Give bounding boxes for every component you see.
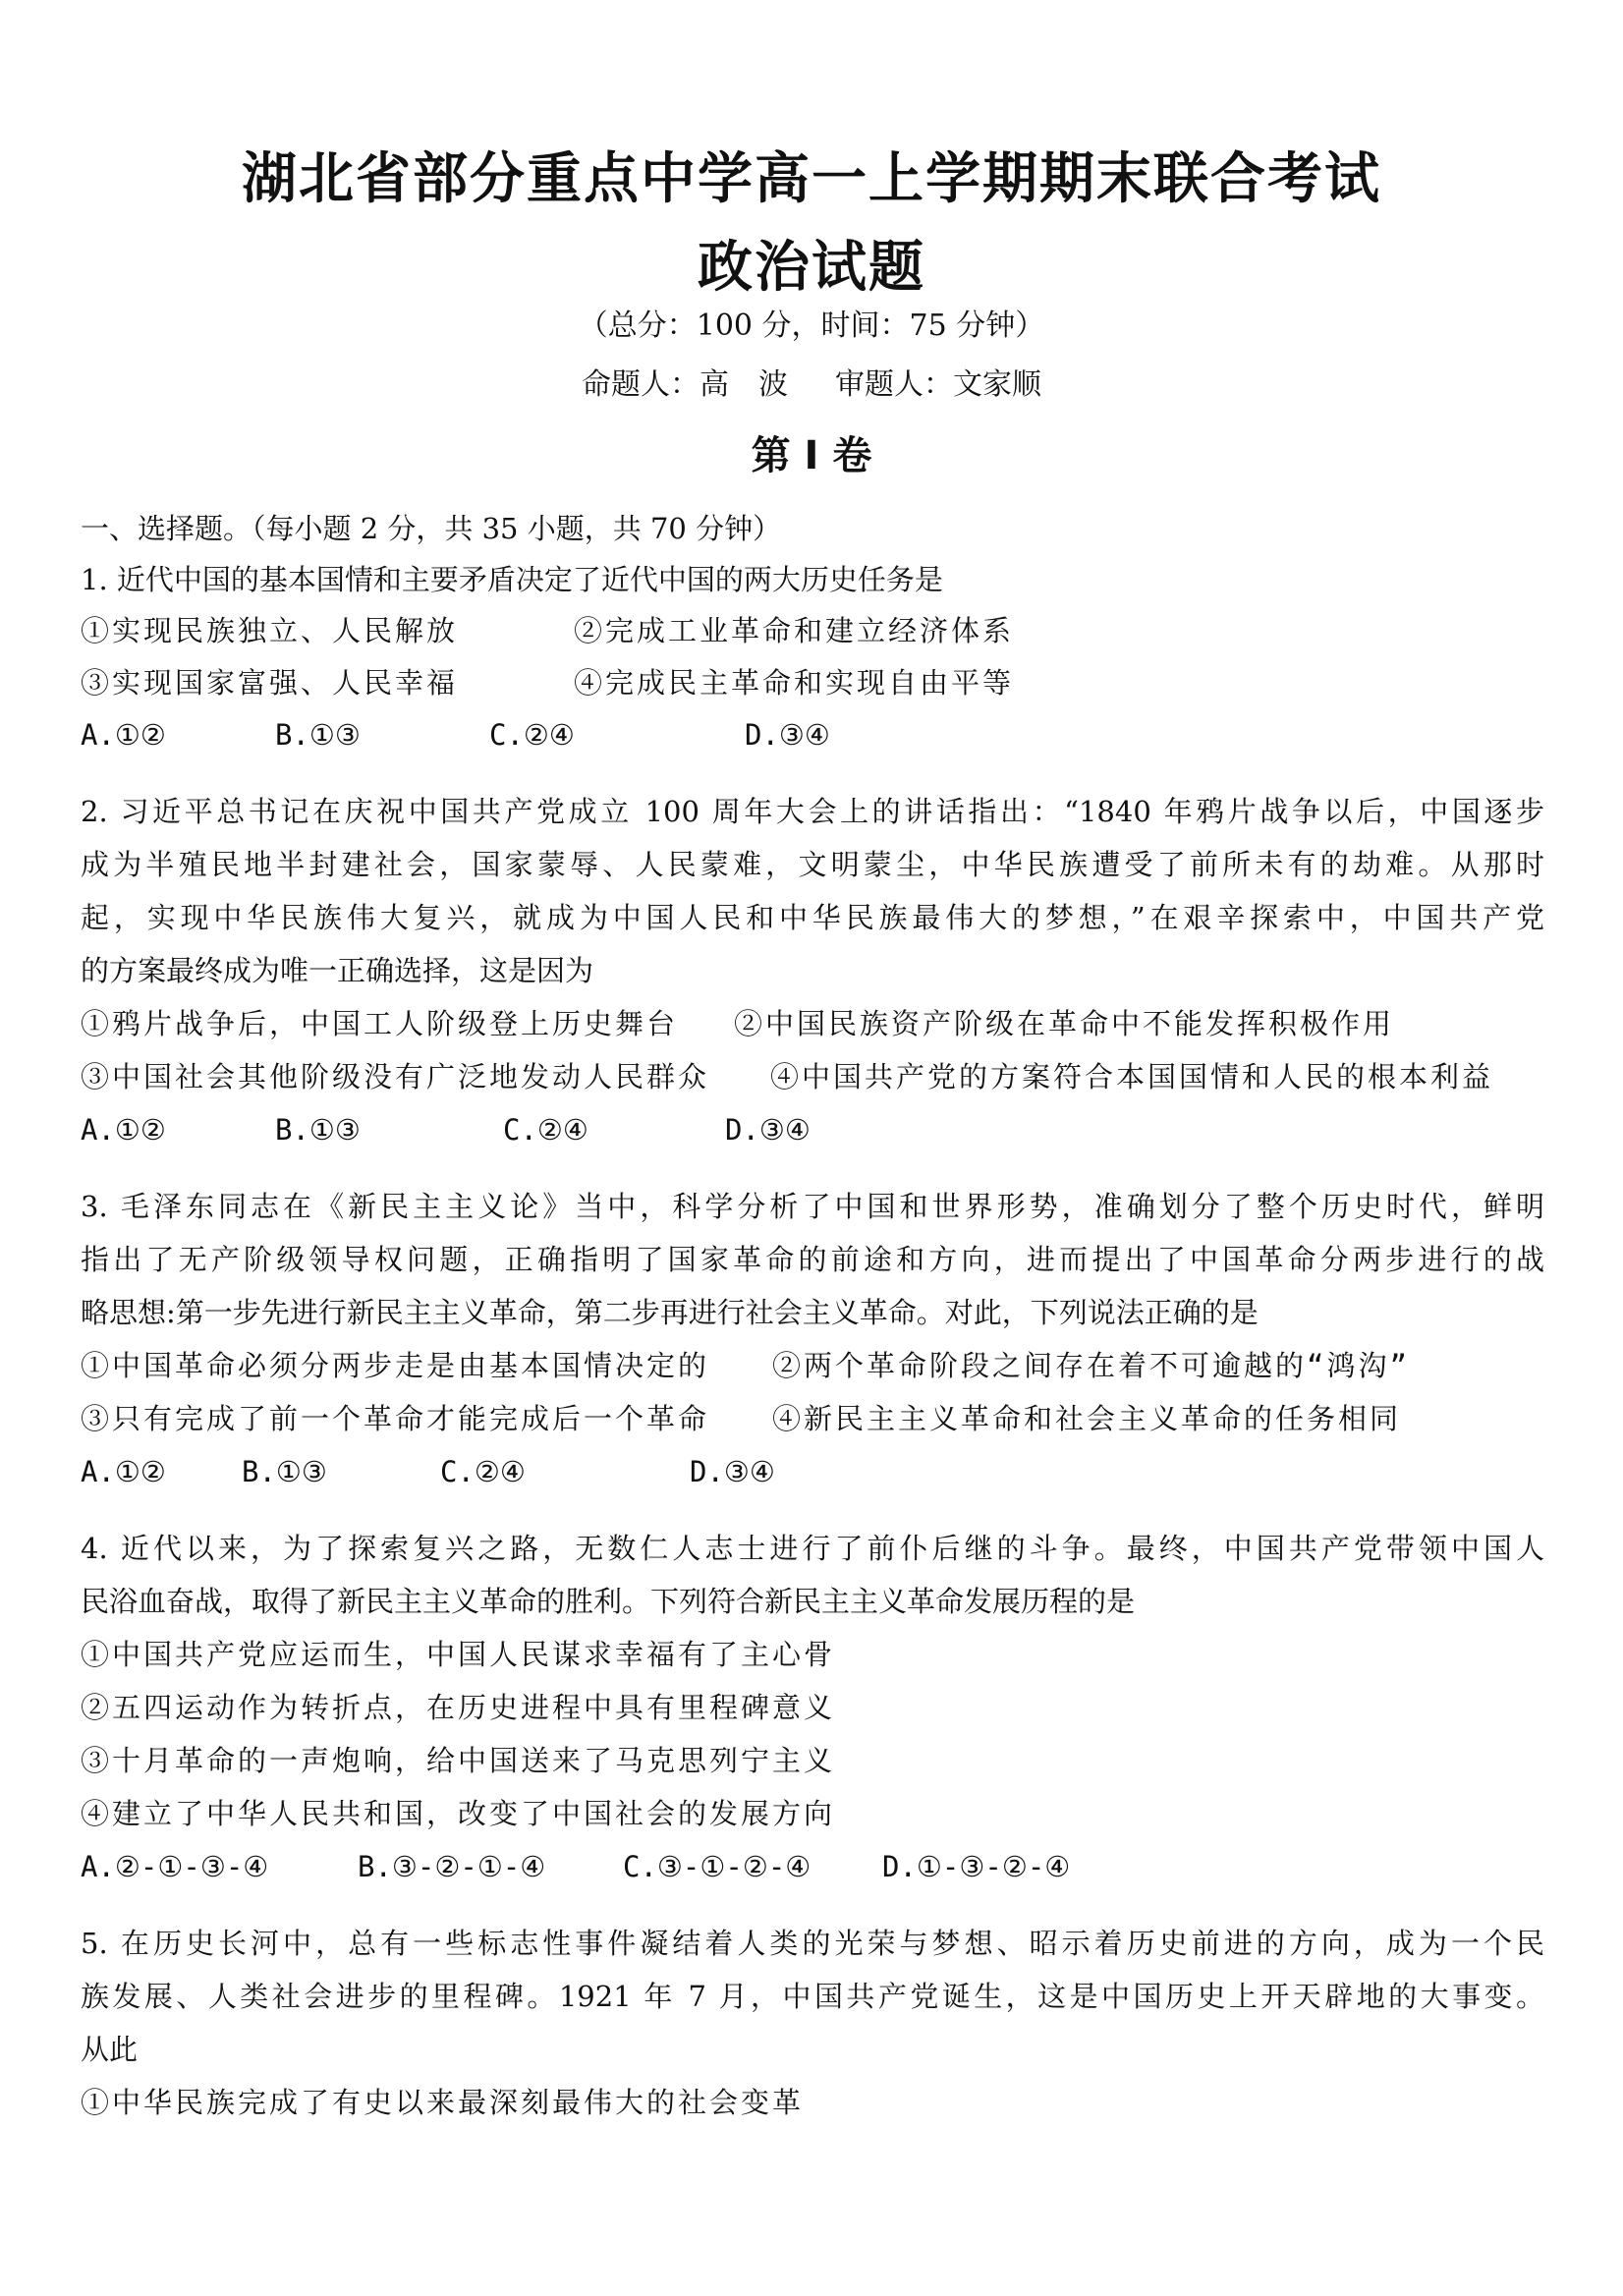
question-3-option-c: C.②④ [440, 1455, 526, 1488]
author-label: 命题人：高 波 [582, 367, 788, 402]
question-2-stem-line-1: 2. 习近平总书记在庆祝中国共产党成立 100 周年大会上的讲话指出：“1840 年鸦片战争以后，中国逐步 [81, 795, 1544, 828]
question-2-option-d: D.③④ [725, 1113, 811, 1147]
question-4-statement-3: ③十月革命的一声炮响，给中国送来了马克思列宁主义 [81, 1744, 836, 1777]
section-heading: 一、选择题。（每小题 2 分，共 35 小题，共 70 分钟） [81, 512, 782, 545]
question-1-option-d: D.③④ [745, 718, 830, 752]
question-4-option-a: A.②-①-③-④ [81, 1850, 269, 1883]
question-1-option-b: B.①③ [275, 718, 361, 752]
question-1-stem: 1. 近代中国的基本国情和主要矛盾决定了近代中国的两大历史任务是 [81, 563, 943, 596]
question-4-statement-4: ④建立了中华人民共和国，改变了中国社会的发展方向 [81, 1797, 836, 1830]
reviewer-label: 审题人：文家顺 [835, 367, 1041, 402]
subject-title: 政治试题 [698, 236, 925, 300]
question-3-statement-1: ①中国革命必须分两步走是由基本国情决定的 [81, 1349, 710, 1382]
question-5-statement-1: ①中华民族完成了有史以来最深刻最伟大的社会变革 [81, 2086, 805, 2119]
question-3-stem-line-1: 3. 毛泽东同志在《新民主主义论》当中，科学分析了中国和世界形势，准确划分了整个历史时代，鲜明 [81, 1190, 1544, 1223]
question-2-statement-3: ③中国社会其他阶级没有广泛地发动人民群众 [81, 1060, 710, 1093]
question-3-statement-2: ②两个革命阶段之间存在着不可逾越的“鸿沟” [772, 1349, 1410, 1382]
question-1-option-a: A.①② [81, 718, 166, 752]
question-5-stem-line-1: 5. 在历史长河中，总有一些标志性事件凝结着人类的光荣与梦想、昭示着历史前进的方向，成为一个民 [81, 1927, 1544, 1960]
question-2-stem-line-2: 成为半殖民地半封建社会，国家蒙辱、人民蒙难，文明蒙尘，中华民族遭受了前所未有的劫难。从那时 [81, 848, 1544, 881]
question-3-stem-line-2: 指出了无产阶级领导权问题，正确指明了国家革命的前途和方向，进而提出了中国革命分两步进行的战 [81, 1243, 1544, 1276]
question-2-stem-line-4: 的方案最终成为唯一正确选择，这是因为 [81, 954, 594, 987]
question-5-stem-line-3: 从此 [81, 2033, 139, 2066]
question-3-statement-4: ④新民主主义革命和社会主义革命的任务相同 [772, 1402, 1402, 1435]
question-3-option-a: A.①② [81, 1455, 166, 1488]
question-1-statement-2: ②完成工业革命和建立经济体系 [574, 614, 1015, 647]
question-1-statement-4: ④完成民主革命和实现自由平等 [574, 666, 1015, 700]
exam-title: 湖北省部分重点中学高一上学期期末联合考试 [242, 147, 1381, 211]
question-4-option-c: C.③-①-②-④ [623, 1850, 812, 1883]
volume-heading: 第 I 卷 [751, 433, 872, 478]
question-2-statement-4: ④中国共产党的方案符合本国国情和人民的根本利益 [770, 1060, 1494, 1093]
score-time-info: （总分：100 分，时间：75 分钟） [578, 308, 1045, 343]
question-2-option-a: A.①② [81, 1113, 166, 1147]
question-4-option-d: D.①-③-②-④ [882, 1850, 1071, 1883]
question-1-option-c: C.②④ [489, 718, 575, 752]
question-5-stem-line-2: 族发展、人类社会进步的里程碑。1921 年 7 月，中国共产党诞生，这是中国历史上开天辟地的大事变。 [81, 1980, 1544, 2013]
question-2-statement-2: ②中国民族资产阶级在革命中不能发挥积极作用 [734, 1007, 1395, 1040]
question-4-stem-line-1: 4. 近代以来，为了探索复兴之路，无数仁人志士进行了前仆后继的斗争。最终，中国共产党带领中国人 [81, 1532, 1544, 1565]
question-3-statement-3: ③只有完成了前一个革命才能完成后一个革命 [81, 1402, 710, 1435]
author-info [0, 360, 1623, 403]
question-2-statement-1: ①鸦片战争后，中国工人阶级登上历史舞台 [81, 1007, 679, 1040]
question-3-option-d: D.③④ [690, 1455, 775, 1488]
question-4-statement-1: ①中国共产党应运而生，中国人民谋求幸福有了主心骨 [81, 1638, 836, 1671]
question-1-statement-1: ①实现民族独立、人民解放 [81, 614, 459, 647]
question-2-stem-line-3: 起，实现中华民族伟大复兴，就成为中国人民和中华民族最伟大的梦想，”在艰辛探索中，中国共产党 [81, 901, 1544, 934]
question-1-statement-3: ③实现国家富强、人民幸福 [81, 666, 459, 700]
question-3-stem-line-3: 略思想:第一步先进行新民主主义革命，第二步再进行社会主义革命。对此，下列说法正确的是 [81, 1296, 1259, 1329]
question-4-option-b: B.③-②-①-④ [358, 1850, 546, 1883]
question-3-option-b: B.①③ [242, 1455, 327, 1488]
question-2-option-c: C.②④ [503, 1113, 588, 1147]
question-2-option-b: B.①③ [275, 1113, 361, 1147]
question-4-statement-2: ②五四运动作为转折点，在历史进程中具有里程碑意义 [81, 1691, 836, 1724]
question-4-stem-line-2: 民浴血奋战，取得了新民主主义革命的胜利。下列符合新民主主义革命发展历程的是 [81, 1585, 1136, 1618]
